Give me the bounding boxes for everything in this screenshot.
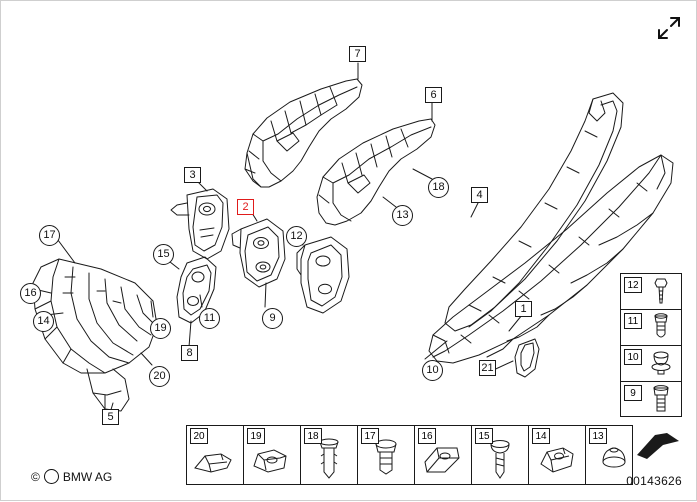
fastener-strip xyxy=(186,425,633,485)
fastener-tag: 11 xyxy=(624,313,642,329)
callout-3[interactable] xyxy=(184,167,201,183)
fastener-tag: 12 xyxy=(624,277,642,293)
callout-label: 20 xyxy=(153,370,166,382)
callout-label: 15 xyxy=(157,248,170,260)
callout-12[interactable] xyxy=(286,226,307,247)
callout-13[interactable] xyxy=(392,205,413,226)
callout-label: 2 xyxy=(242,200,249,213)
callout-8[interactable] xyxy=(181,345,198,361)
part-number: 00143626 xyxy=(626,474,682,488)
fastener-cell-18[interactable] xyxy=(301,426,358,484)
callout-label: 7 xyxy=(354,47,361,60)
callout-16[interactable] xyxy=(20,283,41,304)
bmw-logo-icon xyxy=(44,469,59,484)
callout-6[interactable] xyxy=(425,87,442,103)
callout-4[interactable] xyxy=(471,187,488,203)
brand-label: BMW AG xyxy=(62,469,113,484)
fastener-cell-10[interactable] xyxy=(621,346,681,382)
callout-7[interactable] xyxy=(349,46,366,62)
fastener-cell-14[interactable] xyxy=(529,426,586,484)
callout-10[interactable] xyxy=(422,360,443,381)
callout-label: 4 xyxy=(476,188,483,201)
callout-label: 13 xyxy=(396,209,409,221)
callout-18[interactable] xyxy=(428,177,449,198)
callout-1[interactable] xyxy=(515,301,532,317)
callout-20[interactable] xyxy=(149,366,170,387)
callout-label: 1 xyxy=(520,302,527,315)
fastener-tag: 9 xyxy=(624,385,642,401)
callout-label: 19 xyxy=(154,322,167,334)
fastener-cell-19[interactable] xyxy=(244,426,301,484)
fastener-column xyxy=(620,273,682,417)
fastener-tag: 17 xyxy=(361,428,379,444)
callout-17[interactable] xyxy=(39,225,60,246)
fastener-tag: 14 xyxy=(532,428,550,444)
callout-label: 5 xyxy=(107,410,114,423)
callout-label: 8 xyxy=(186,346,193,359)
callout-11[interactable] xyxy=(199,308,220,329)
callout-15[interactable] xyxy=(153,244,174,265)
callout-label: 11 xyxy=(203,312,216,324)
fastener-cell-15[interactable] xyxy=(472,426,529,484)
callout-label: 6 xyxy=(430,88,437,101)
callout-label: 16 xyxy=(24,287,37,299)
fastener-tag: 19 xyxy=(247,428,265,444)
fastener-cell-17[interactable] xyxy=(358,426,415,484)
callout-label: 14 xyxy=(37,315,50,327)
fastener-tag: 13 xyxy=(589,428,607,444)
fastener-tag: 18 xyxy=(304,428,322,444)
callout-label: 21 xyxy=(481,361,494,374)
callout-label: 9 xyxy=(269,312,276,324)
callout-label: 3 xyxy=(189,168,196,181)
fastener-cell-16[interactable] xyxy=(415,426,472,484)
callout-9[interactable] xyxy=(262,308,283,329)
callout-2[interactable] xyxy=(237,199,254,215)
callout-label: 12 xyxy=(290,230,303,242)
brand-credit xyxy=(31,469,112,484)
fastener-tag: 20 xyxy=(190,428,208,444)
fastener-cell-11[interactable] xyxy=(621,310,681,346)
fastener-cell-9[interactable] xyxy=(621,382,681,418)
callout-14[interactable] xyxy=(33,311,54,332)
callout-label: 10 xyxy=(426,364,439,376)
fastener-tag: 16 xyxy=(418,428,436,444)
fastener-cell-12[interactable] xyxy=(621,274,681,310)
callout-label: 18 xyxy=(432,181,445,193)
fastener-tag: 10 xyxy=(624,349,642,365)
callout-5[interactable] xyxy=(102,409,119,425)
copyright-symbol: © xyxy=(31,469,40,484)
fastener-cell-20[interactable] xyxy=(187,426,244,484)
callout-21[interactable] xyxy=(479,360,496,376)
callout-19[interactable] xyxy=(150,318,171,339)
callout-label: 17 xyxy=(43,229,56,241)
fastener-tag: 15 xyxy=(475,428,493,444)
